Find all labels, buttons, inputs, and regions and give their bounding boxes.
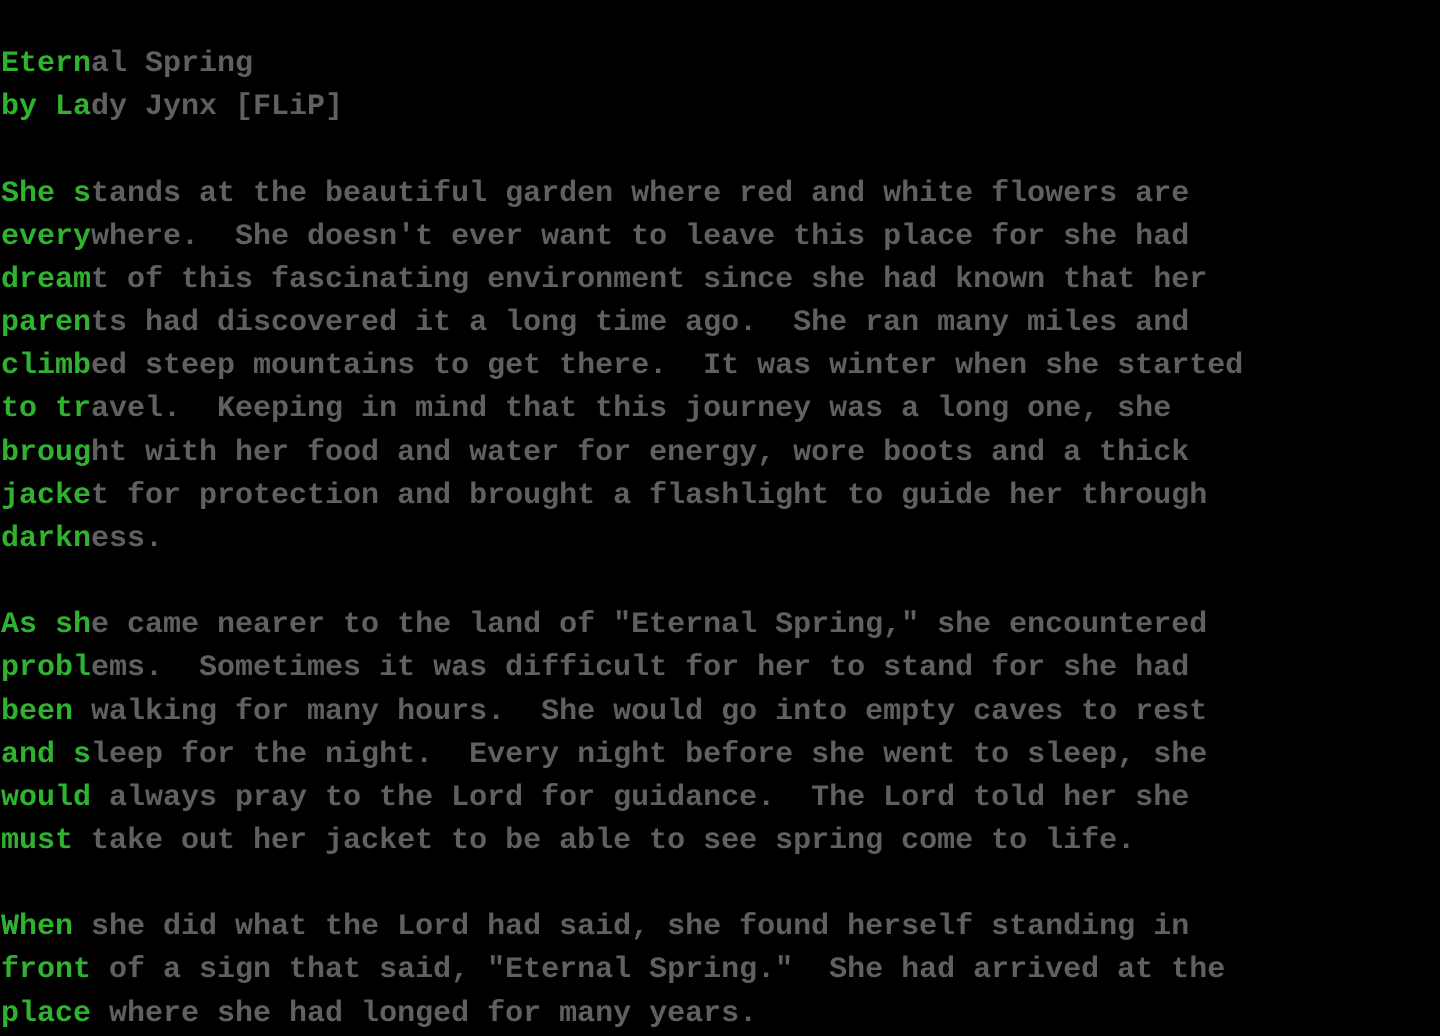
line-body: walking for many hours. She would go into empty caves to rest [91,694,1208,729]
line-green-prefix: Etern [1,47,92,82]
line-green-prefix: dream [1,262,92,297]
line-body: ems. Sometimes it was difficult for her to stand for she had [91,651,1190,686]
line-green-prefix: darkn [1,521,92,556]
text-line [1,432,1243,475]
text-line [1,561,1243,604]
terminal-text-area [1,0,1243,1036]
line-green-prefix: by La [1,90,92,125]
line-green-prefix: paren [1,306,92,341]
text-line [1,345,1243,388]
line-green-prefix: front [1,953,92,988]
line-body: where. She doesn't ever want to leave this place for she had [91,219,1190,254]
line-green-prefix: As sh [1,608,92,643]
line-body: take out her jacket to be able to see spring come to life. [91,823,1136,858]
text-line [1,820,1243,863]
text-line [1,993,1243,1036]
text-line [1,777,1243,820]
text-line [1,475,1243,518]
line-green-prefix: and s [1,737,92,772]
line-body: dy Jynx [FLiP] [91,90,344,125]
line-green-prefix: She s [1,176,92,211]
text-line [1,734,1243,777]
line-body: tands at the beautiful garden where red and white flowers are [91,176,1190,211]
line-body: leep for the night. Every night before she went to sleep, she [91,737,1208,772]
line-body: ts had discovered it a long time ago. She ran many miles and [91,306,1190,341]
line-body: t for protection and brought a flashlight to guide her through [91,478,1208,513]
line-green-prefix: climb [1,349,92,384]
text-line [1,216,1243,259]
line-body: ht with her food and water for energy, wore boots and a thick [91,435,1190,470]
line-green-prefix: When [1,910,92,945]
line-green-prefix: place [1,996,92,1031]
line-body: of a sign that said, "Eternal Spring." She had arrived at the [91,953,1226,988]
text-line [1,173,1243,216]
text-line [1,949,1243,992]
line-body: ed steep mountains to get there. It was winter when she started [91,349,1244,384]
text-line [1,129,1243,172]
text-line [1,604,1243,647]
line-body: she did what the Lord had said, she found herself standing in [91,910,1190,945]
text-line [1,302,1243,345]
text-line [1,43,1243,86]
line-green-prefix: broug [1,435,92,470]
text-line [1,388,1243,431]
line-green-prefix: would [1,780,92,815]
text-line [1,86,1243,129]
text-line [1,647,1243,690]
line-body: always pray to the Lord for guidance. The Lord told her she [91,780,1190,815]
line-body: ess. [91,521,164,556]
line-green-prefix: every [1,219,92,254]
line-body: al Spring [91,47,254,82]
text-line [1,259,1243,302]
line-green-prefix: jacke [1,478,92,513]
line-green-prefix: must [1,823,92,858]
text-line [1,691,1243,734]
line-green-prefix: to tr [1,392,92,427]
text-line [1,906,1243,949]
line-body: t of this fascinating environment since she had known that her [91,262,1208,297]
text-line [1,0,1243,43]
text-line [1,863,1243,906]
line-body: e came nearer to the land of "Eternal Spring," she encountered [91,608,1208,643]
text-line [1,518,1243,561]
line-green-prefix: been [1,694,92,729]
line-green-prefix: probl [1,651,92,686]
line-body: where she had longed for many years. [91,996,758,1031]
line-body: avel. Keeping in mind that this journey was a long one, she [91,392,1172,427]
